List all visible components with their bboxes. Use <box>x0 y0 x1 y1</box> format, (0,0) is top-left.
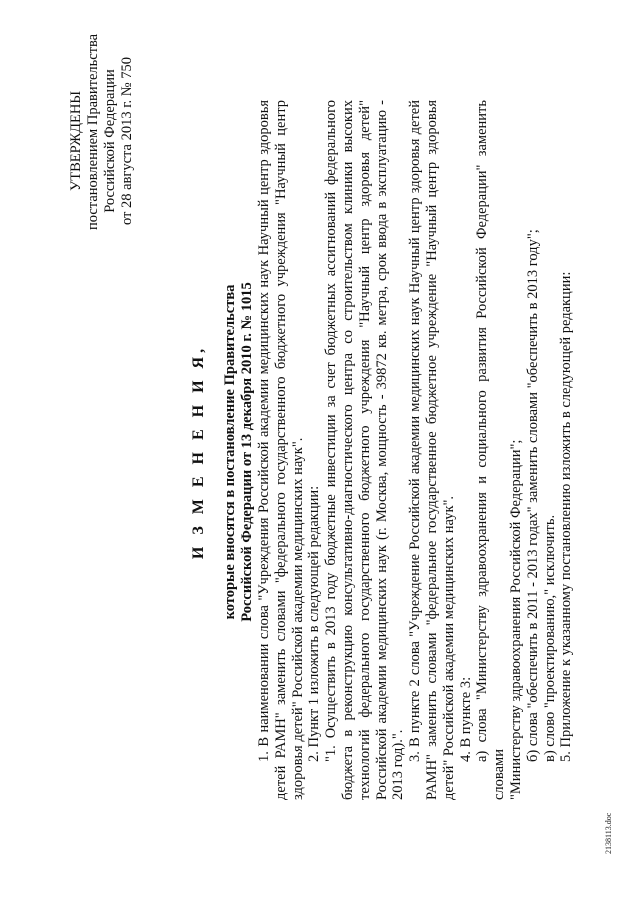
approval-title: УТВЕРЖДЕНЫ <box>68 90 84 192</box>
paragraph-7: б) слова "обеспечить в 2011 - 2013 годах" заменить словами "обеспечить в 2013 году"; <box>524 229 541 762</box>
heading-subtitle-2: Российской Федерации от 13 декабря 2010 г. № 1015 <box>239 282 255 622</box>
paragraph-4: 3. В пункте 2 слова "Учреждение Российской академии медицинских наук Научный центр здоровья детей РАМН" заменить словами "федеральное государственное бюджетное учреждение "Научный центр здоровья детей" Российской академии медицинских наук". <box>407 100 457 800</box>
approval-line-2: Российской Федерации <box>102 69 118 213</box>
approval-line-3: от 28 августа 2013 г. № 750 <box>119 56 135 226</box>
paragraph-3: "1. Осуществить в 2013 году бюджетные инвестиции за счет бюджетных ассигнований федерального бюджета в реконструкцию консультативно-диагностического центра со строительством клиники высоких технологий федерального государственного бюджетного учреждения "Научный центр здоровья детей" Российской академии медицинских наук (г. Москва, мощность - 39872 кв. метра, срок ввода в эксплуатацию - 2013 год).". <box>323 100 407 800</box>
heading-subtitle-1: которые вносятся в постановление Правительства <box>222 284 238 620</box>
paragraph-5: 4. В пункте 3: <box>457 676 474 762</box>
document-page <box>20 32 620 872</box>
paragraph-9: 5. Приложение к указанному постановлению изложить в следующей редакции: <box>558 271 575 762</box>
paragraph-6a: а) слова "Министерству здравоохранения и социального развития Российской Федерации" заменить словами <box>474 100 508 800</box>
heading-title: И З М Е Н Е Н И Я, <box>190 344 207 560</box>
paragraph-2: 2. Пункт 1 изложить в следующей редакции: <box>306 485 323 762</box>
paragraph-1: 1. В наименовании слова "Учреждения Российской академии медицинских наук Научный центр здоровья детей РАМН" заменить словами "федерального государственного бюджетного учреждения "Научный центр здоровья детей" Российской академии медицинских наук". <box>256 100 306 800</box>
paragraph-6b: "Министерству здравоохранения Российской Федерации"; <box>507 439 524 800</box>
document-file-id: 2138113.doc <box>604 812 613 854</box>
document-body <box>256 100 575 800</box>
approval-line-1: постановлением Правительства <box>85 33 101 230</box>
approval-stamp <box>68 33 136 230</box>
paragraph-8: в) слово "проектированию," исключить. <box>541 514 558 762</box>
document-heading <box>190 192 256 712</box>
